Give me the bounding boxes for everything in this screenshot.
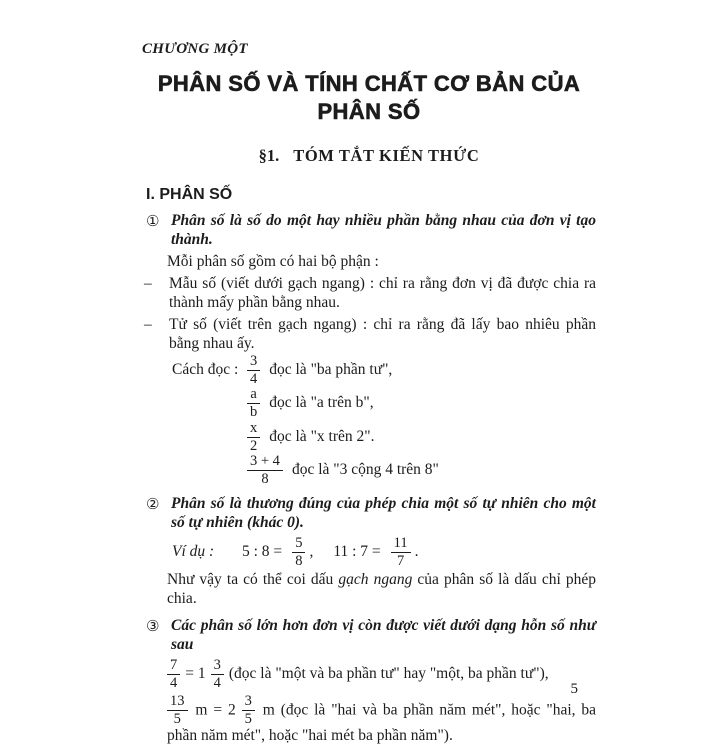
- fraction-11-7: [391, 536, 411, 569]
- book-title-line1: PHÂN SỐ VÀ TÍNH CHẤT CƠ BẢN CỦA: [157, 71, 581, 97]
- example-row: [142, 534, 596, 570]
- fraction-denominator: 8: [292, 552, 305, 569]
- note-text: Như vậy ta có thể coi dấu: [167, 571, 339, 589]
- book-title: [142, 70, 596, 125]
- equation-text: 11 : 7 =: [333, 542, 381, 560]
- item-3: [142, 617, 596, 655]
- circled-1-marker: ①: [146, 212, 160, 231]
- separator: ,: [309, 542, 314, 560]
- fraction-a-b: [247, 387, 260, 420]
- section-marker: §1.: [258, 145, 280, 165]
- fraction-numerator: x: [250, 419, 258, 436]
- note-italic-term: gạch ngang: [338, 571, 413, 589]
- equation-text: 5 : 8 =: [242, 542, 283, 560]
- fraction-denominator: 5: [242, 710, 255, 727]
- dash-marker: –: [144, 315, 152, 333]
- fraction-numerator: 3 + 4: [250, 453, 280, 470]
- fraction-denominator: b: [247, 403, 260, 420]
- fraction-3-5: [242, 694, 255, 727]
- fraction-denominator: 4: [167, 674, 180, 691]
- reading-row: [142, 421, 596, 454]
- mixed-number-row-2: [142, 694, 596, 746]
- example-label: Ví dụ :: [172, 542, 215, 560]
- fraction-3-4: [211, 658, 224, 691]
- equation-text: = 1: [185, 664, 206, 682]
- unit-label: m: [195, 701, 208, 719]
- circled-2-marker: ②: [146, 495, 160, 514]
- item-2: [142, 495, 596, 533]
- note-paragraph: [142, 571, 596, 609]
- fraction-numerator: 7: [170, 656, 178, 673]
- item-1-intro: Mỗi phân số gồm có hai bộ phận :: [167, 253, 379, 271]
- item-3-statement: Các phân số lớn hơn đơn vị còn được viết dưới dạng hỗn số như sau: [171, 617, 596, 653]
- fraction-numerator: 3: [244, 692, 252, 709]
- fraction-denominator: 4: [247, 370, 260, 387]
- reading-row: [142, 354, 596, 387]
- fraction-denominator: 4: [211, 674, 224, 691]
- book-title-line2: PHÂN SỐ: [317, 99, 421, 125]
- fraction-3-4: [247, 354, 260, 387]
- fraction-denominator: 7: [391, 552, 411, 569]
- reading-row: [142, 454, 596, 487]
- period: .: [414, 542, 419, 560]
- readings-block: [142, 354, 596, 488]
- item-1: [142, 212, 596, 250]
- fraction-numerator: 11: [393, 534, 408, 551]
- fraction-5-8: [292, 536, 305, 569]
- fraction-denominator: 8: [247, 470, 283, 487]
- section-title: TÓM TẮT KIẾN THỨC: [293, 145, 480, 165]
- reading-text: đọc là "ba phần tư",: [269, 360, 393, 378]
- fraction-numerator: 3: [213, 656, 221, 673]
- fraction-x-2: [247, 421, 260, 454]
- item-2-statement: Phân số là thương đúng của phép chia một số tự nhiên cho một số tự nhiên (khác 0).: [171, 495, 596, 532]
- fraction-numerator: 3: [250, 352, 258, 369]
- fraction-denominator: 5: [167, 710, 188, 727]
- reading-text: (đọc là "một và ba phần tư" hay "một, ba phần tư"),: [228, 664, 549, 682]
- reading-text: đọc là "x trên 2".: [269, 427, 375, 445]
- section-heading: [142, 146, 596, 166]
- fraction-13-5: [167, 694, 188, 727]
- note-text: của phân số là dấu chỉ phép chia.: [167, 571, 596, 608]
- chapter-label: CHƯƠNG MỘT: [142, 41, 248, 57]
- mixed-number-row-1: [142, 656, 596, 693]
- part-heading: I. PHÂN SỐ: [146, 185, 233, 203]
- fraction-numerator: a: [250, 386, 257, 403]
- fraction-numerator: 5: [295, 534, 303, 551]
- bullet-tu-so: [142, 316, 596, 354]
- bullet-mau-so: [142, 275, 596, 313]
- reading-text: đọc là "a trên b",: [269, 394, 374, 412]
- reading-text: đọc là "3 cộng 4 trên 8": [291, 461, 439, 479]
- bullet-text: Mẫu số (viết dưới gạch ngang) : chỉ ra rằng đơn vị đã được chia ra thành mấy phần bằng nhau.: [169, 275, 596, 311]
- fraction-numerator: 13: [170, 692, 185, 709]
- dash-marker: –: [144, 275, 152, 293]
- page-number: 5: [570, 680, 578, 697]
- fraction-denominator: 2: [247, 437, 260, 454]
- reading-row: [142, 387, 596, 420]
- fraction-3plus4-8: [247, 454, 283, 487]
- item-1-statement: Phân số là số do một hay nhiều phần bằng nhau của đơn vị tạo thành.: [171, 212, 596, 249]
- equation-text: = 2: [213, 701, 236, 719]
- circled-3-marker: ③: [146, 617, 160, 636]
- readings-label: Cách đọc :: [172, 360, 239, 378]
- fraction-7-4: [167, 658, 180, 691]
- reading-text: (đọc là "hai và ba phần năm mét", hoặc "hai, ba phần năm mét", hoặc "hai mét ba phần năm").: [167, 701, 597, 745]
- unit-label: m: [262, 701, 275, 719]
- bullet-text: Tử số (viết trên gạch ngang) : chỉ ra rằng đã lấy bao nhiêu phần bằng nhau ấy.: [169, 315, 596, 352]
